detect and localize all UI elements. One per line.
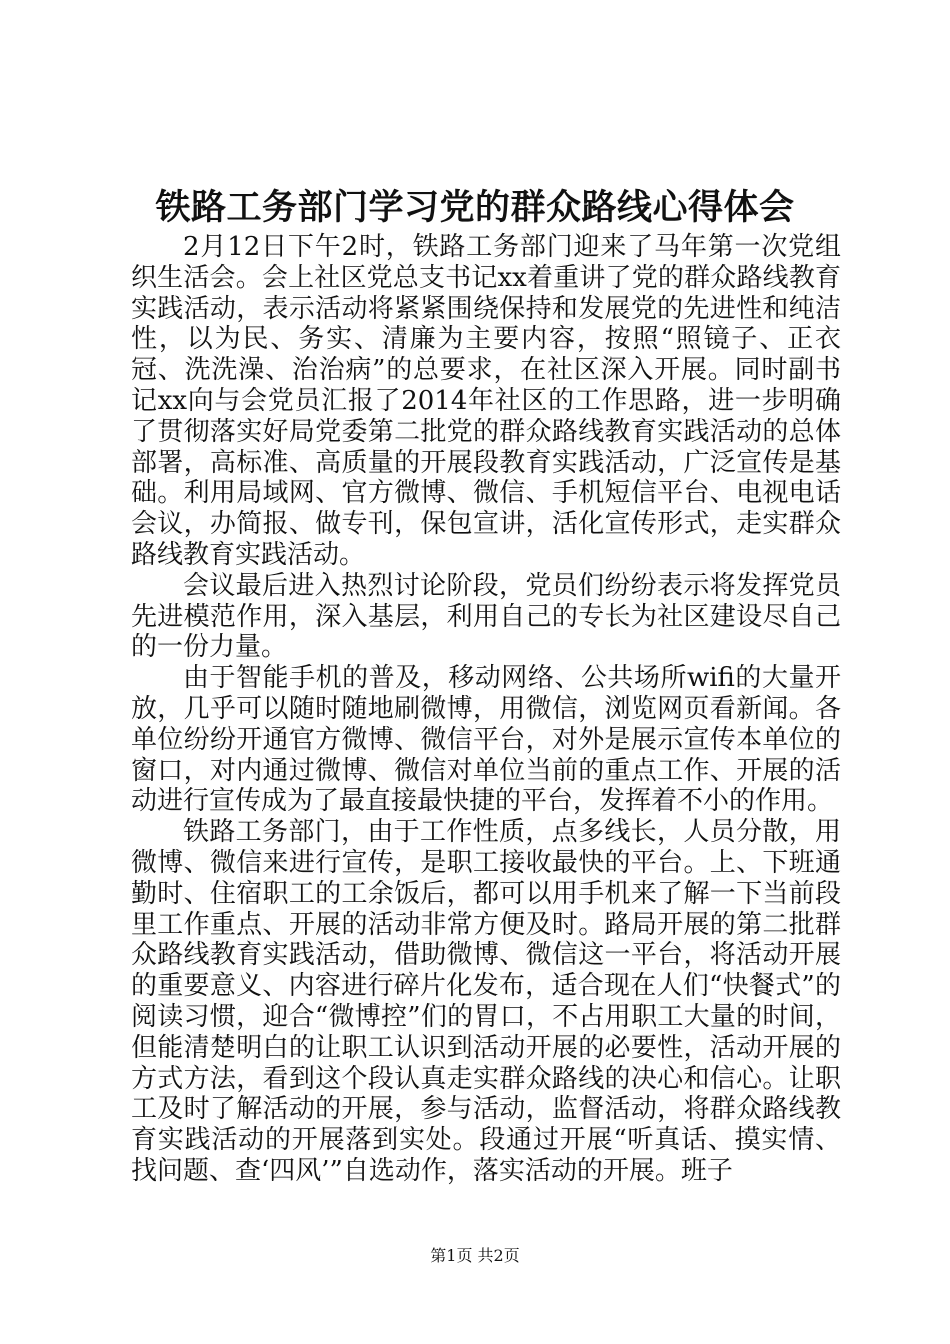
paragraph-3: 由于智能手机的普及，移动网络、公共场所wifi的大量开放，几乎可以随时随地刷微博，用微信，浏览网页看新闻。各单位纷纷开通官方微博、微信平台，对外是展示宣传本单位的窗口，对内通过微博、微信对单位当前的重点工作、开展的活动进行宣传成为了最直接最快捷的平台，发挥着不小的作用。: [131, 663, 841, 817]
document-title: 铁路工务部门学习党的群众路线心得体会: [155, 187, 795, 228]
paragraph-2: 会议最后进入热烈讨论阶段，党员们纷纷表示将发挥党员先进模范作用，深入基层，利用自己的专长为社区建设尽自己的一份力量。: [131, 570, 841, 663]
paragraph-4: 铁路工务部门，由于工作性质，点多线长，人员分散，用微博、微信来进行宣传，是职工接收最快的平台。上、下班通勤时、住宿职工的工余饭后，都可以用手机来了解一下当前段里工作重点、开展的活动非常方便及时。路局开展的第二批群众路线教育实践活动，借助微博、微信这一平台，将活动开展的重要意义、内容进行碎片化发布，适合现在人们“快餐式”的阅读习惯，迎合“微博控”们的胃口，不占用职工大量的时间，但能清楚明白的让职工认识到活动开展的必要性，活动开展的方式方法，看到这个段认真走实群众路线的决心和信心。让职工及时了解活动的开展，参与活动，监督活动，将群众路线教育实践活动的开展落到实处。段通过开展“听真话、摸实情、找问题、查‘四风’”自选动作，落实活动的开展。班子: [131, 817, 841, 1186]
paragraph-1: 2月12日下午2时，铁路工务部门迎来了马年第一次党组织生活会。会上社区党总支书记xx着重讲了党的群众路线教育实践活动，表示活动将紧紧围绕保持和发展党的先进性和纯洁性，以为民、务实、清廉为主要内容，按照“照镜子、正衣冠、洗洗澡、治治病”的总要求，在社区深入开展。同时副书记xx向与会党员汇报了2014年社区的工作思路，进一步明确了贯彻落实好局党委第二批党的群众路线教育实践活动的总体部署，高标准、高质量的开展段教育实践活动，广泛宣传是基础。利用局域网、官方微博、微信、手机短信平台、电视电话会议，办简报、做专刊，保包宣讲，活化宣传形式，走实群众路线教育实践活动。: [131, 232, 841, 570]
document-body: [131, 232, 841, 1187]
page-number-footer: 第1页 共2页: [430, 1246, 520, 1265]
